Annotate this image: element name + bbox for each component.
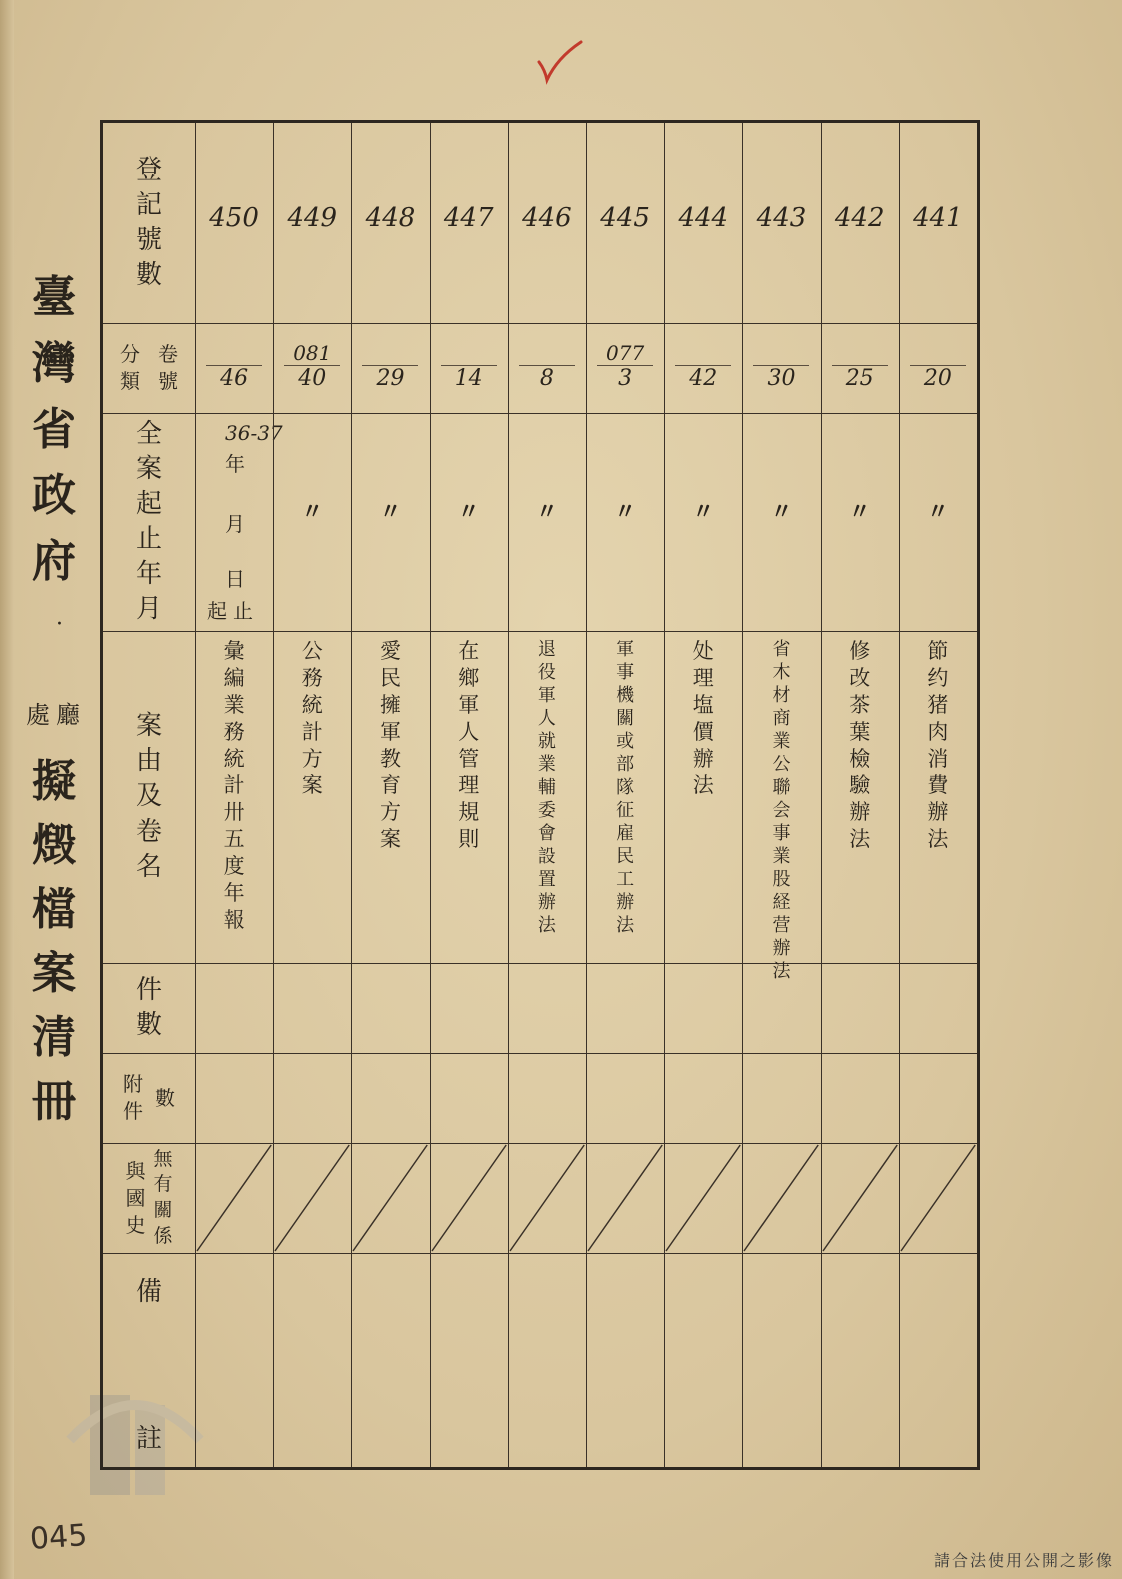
subject-char: 價: [692, 719, 714, 744]
header-char: 件: [123, 1099, 143, 1123]
header-char: 案: [135, 453, 162, 484]
document-title-char: 案: [32, 948, 76, 999]
subject-char: 股: [772, 869, 791, 891]
subject-char: 五: [223, 827, 245, 852]
subject-char: 務: [223, 719, 245, 744]
subject-char: 軍: [379, 719, 401, 744]
subject-char: 工: [616, 869, 635, 891]
subject-char: 辦: [537, 892, 556, 914]
department-char: 處: [26, 701, 50, 729]
class-number: [430, 341, 508, 391]
subject-char: 案: [379, 827, 401, 852]
class-number: [351, 341, 429, 391]
subject-char: 則: [458, 827, 480, 852]
subject-char: 法: [692, 773, 714, 798]
header-char: 數: [135, 1010, 162, 1040]
class-number: [742, 341, 820, 391]
case-subject: [586, 638, 664, 937]
subject-char: 務: [301, 665, 323, 690]
register-number: 446: [522, 203, 572, 233]
class-number: [821, 341, 899, 391]
period-ditto: 〃: [848, 499, 871, 525]
period-start-end-label: 起止: [207, 599, 259, 623]
subject-char: 人: [458, 719, 480, 744]
government-title-char: 府: [32, 536, 78, 587]
header-char: 數: [135, 260, 162, 291]
subject-char: 會: [537, 823, 556, 845]
header-char: 有: [153, 1173, 173, 1196]
subject-char: 在: [458, 639, 480, 663]
subject-char: 隊: [616, 777, 635, 799]
class-top: 081: [293, 341, 332, 365]
document-title: [32, 750, 76, 1134]
class-bottom: 14: [454, 366, 483, 391]
class-number: [899, 341, 977, 391]
subject-char: 規: [458, 800, 480, 825]
header-history-relation: [103, 1143, 195, 1253]
subject-char: 案: [301, 773, 323, 798]
subject-char: 法: [537, 915, 556, 937]
subject-char: 塩: [692, 692, 714, 717]
subject-char: 木: [772, 662, 791, 684]
class-bottom: 42: [689, 366, 718, 391]
header-char: 與: [125, 1158, 146, 1183]
subject-char: 軍: [537, 685, 556, 707]
slash-mark: [821, 1143, 899, 1253]
case-subject: [273, 638, 351, 799]
subject-char: 檢: [849, 746, 871, 771]
subject-char: 公: [301, 639, 323, 663]
document-title-char: 冊: [32, 1076, 76, 1127]
subject-char: 退: [537, 639, 556, 660]
page-number: 045: [28, 1518, 89, 1557]
government-title-char: 灣: [32, 338, 78, 389]
subject-char: 人: [537, 708, 556, 730]
subject-char: 愛: [379, 639, 401, 663]
register-number: 444: [678, 203, 729, 233]
header-char: 及: [135, 781, 162, 812]
class-top: 077: [606, 341, 645, 365]
header-char: 卷: [135, 816, 162, 847]
header-char: 國: [125, 1185, 146, 1210]
register-number: 447: [443, 203, 494, 233]
class-number: [586, 341, 664, 391]
header-char: 卷: [158, 342, 178, 366]
subject-char: 材: [772, 685, 791, 707]
paper-edge: [0, 0, 14, 1579]
period-ditto: 〃: [770, 499, 793, 525]
subject-char: 鄉: [458, 665, 480, 690]
subject-char: 計: [301, 719, 323, 744]
register-number: 441: [913, 203, 963, 233]
class-bottom: 3: [618, 366, 633, 391]
subject-char: 民: [616, 846, 635, 868]
slash-mark: [195, 1143, 273, 1253]
header-char: 註: [135, 1424, 162, 1454]
register-number: 445: [600, 203, 650, 233]
subject-char: 方: [301, 746, 323, 771]
subject-char: 辦: [927, 800, 949, 825]
case-subject: [195, 638, 273, 934]
class-bottom: 40: [298, 366, 327, 391]
subject-char: 理: [692, 665, 714, 690]
period-day-label: 日: [225, 567, 245, 591]
government-title-char: 政: [32, 470, 78, 521]
separator-dot: ·: [56, 612, 63, 637]
class-bottom: 30: [767, 366, 796, 391]
register-number: 448: [365, 203, 416, 233]
subject-char: 年: [223, 880, 245, 905]
slash-mark: [664, 1143, 742, 1253]
subject-char: 会: [772, 800, 791, 822]
header-char: 係: [153, 1224, 173, 1247]
case-subject: [508, 638, 586, 937]
subject-char: 設: [537, 846, 556, 868]
slash-mark: [430, 1143, 508, 1253]
class-number: [664, 341, 742, 391]
header-char: 記: [135, 189, 162, 220]
subject-char: 商: [772, 708, 791, 730]
subject-char: 消: [927, 746, 949, 771]
subject-char: 報: [223, 907, 245, 932]
subject-char: 聯: [772, 777, 791, 799]
header-char: 件: [135, 974, 162, 1005]
case-subject: [899, 638, 977, 853]
slash-mark: [508, 1143, 586, 1253]
class-number: [508, 341, 586, 391]
subject-char: 部: [616, 754, 635, 776]
subject-char: 改: [849, 665, 871, 690]
header-class-no: [103, 323, 195, 413]
archive-register-table: [100, 120, 980, 1470]
case-subject: [821, 638, 899, 853]
document-title-char: 燬: [32, 820, 76, 871]
subject-char: 营: [772, 915, 791, 937]
class-number: [195, 341, 273, 391]
watermark-text: 請合法使用公開之影像: [933, 1551, 1114, 1570]
header-char: 登: [135, 154, 162, 185]
slash-mark: [351, 1143, 429, 1253]
header-char: 數: [155, 1085, 175, 1110]
slash-mark: [742, 1143, 820, 1253]
subject-char: 彙: [223, 639, 245, 663]
subject-char: 就: [537, 731, 556, 753]
header-reg-no: [103, 123, 195, 323]
header-char: 號: [158, 369, 178, 393]
department-char: 廳: [56, 701, 80, 729]
subject-char: 編: [223, 665, 245, 690]
slash-mark: [273, 1143, 351, 1253]
subject-char: 肉: [927, 719, 949, 744]
subject-char: 軍: [616, 639, 635, 660]
header-char: 備: [135, 1277, 162, 1307]
period-ditto: 〃: [535, 499, 558, 525]
subject-char: 機: [616, 685, 635, 707]
subject-char: 葉: [849, 719, 871, 744]
subject-char: 關: [616, 708, 635, 730]
subject-char: 育: [379, 773, 401, 798]
subject-char: 軍: [458, 692, 480, 717]
subject-char: 擁: [379, 692, 401, 717]
subject-char: 度: [223, 854, 245, 878]
register-number: 443: [756, 203, 807, 233]
header-char: 全: [135, 418, 162, 449]
subject-char: 省: [772, 639, 791, 660]
case-subject: [351, 638, 429, 853]
subject-char: 方: [379, 800, 401, 825]
header-char: 附: [123, 1072, 143, 1096]
header-subject: [103, 631, 195, 963]
header-char: 史: [125, 1212, 146, 1237]
class-bottom: 25: [845, 366, 874, 391]
subject-char: 卅: [223, 800, 245, 825]
header-char: 案: [135, 711, 162, 742]
check-mark-icon: [535, 40, 585, 90]
period-ditto: 〃: [926, 499, 949, 525]
subject-char: 計: [223, 773, 245, 798]
period-ditto: 〃: [379, 499, 402, 525]
period-ditto: 〃: [614, 499, 637, 525]
header-attachments: [103, 1053, 195, 1143]
header-char: 起: [135, 488, 162, 519]
header-char: 號: [135, 225, 162, 255]
subject-char: 辦: [772, 938, 791, 960]
subject-char: 或: [616, 731, 635, 753]
header-char: 關: [153, 1199, 173, 1221]
subject-char: 統: [301, 692, 323, 717]
case-subject: [742, 638, 820, 983]
register-number: 442: [834, 203, 885, 233]
class-bottom: 20: [923, 366, 952, 391]
government-title-char: 臺: [32, 272, 78, 323]
subject-char: 法: [772, 961, 791, 983]
subject-char: 業: [537, 754, 556, 776]
document-title-char: 擬: [32, 756, 76, 807]
government-title-char: 省: [32, 404, 78, 455]
slash-mark: [586, 1143, 664, 1253]
department-label: [26, 700, 80, 730]
period-years: 36-37: [225, 421, 283, 445]
subject-char: 征: [616, 800, 635, 822]
subject-char: 辦: [692, 746, 714, 771]
subject-char: 費: [927, 773, 949, 798]
header-char: 月: [135, 594, 162, 625]
subject-char: 公: [772, 754, 791, 776]
subject-char: 猪: [927, 692, 949, 717]
subject-char: 法: [849, 827, 871, 852]
subject-char: 法: [616, 915, 635, 937]
government-title: [32, 265, 78, 595]
class-bottom: 8: [539, 366, 554, 391]
subject-char: 経: [772, 892, 791, 914]
subject-char: 驗: [849, 773, 871, 798]
subject-char: 法: [927, 827, 949, 852]
subject-char: 事: [772, 823, 791, 845]
subject-char: 輔: [537, 777, 556, 799]
subject-char: 節: [927, 639, 949, 663]
period-ditto: 〃: [692, 499, 715, 525]
class-number: [273, 341, 351, 391]
subject-char: 雇: [616, 823, 635, 845]
case-subject: [664, 638, 742, 799]
header-char: 由: [135, 746, 162, 777]
subject-char: 業: [223, 692, 245, 717]
subject-char: 民: [379, 665, 401, 690]
subject-char: 辦: [849, 800, 871, 825]
class-bottom: 46: [220, 366, 249, 391]
subject-char: 约: [927, 665, 949, 690]
subject-char: 教: [379, 746, 401, 771]
period-month-label: 月: [225, 512, 245, 536]
header-char: 無: [153, 1147, 173, 1170]
header-char: 分: [120, 342, 140, 366]
period-ditto: 〃: [301, 499, 324, 525]
period-ditto: 〃: [457, 499, 480, 525]
subject-char: 業: [772, 731, 791, 753]
subject-char: 置: [537, 869, 556, 891]
class-bottom: 29: [376, 366, 405, 391]
subject-char: 理: [458, 773, 480, 798]
subject-char: 役: [537, 662, 556, 684]
subject-char: 事: [616, 662, 635, 684]
subject-char: 修: [849, 639, 871, 663]
subject-char: 業: [772, 846, 791, 868]
header-char: 類: [120, 369, 140, 393]
document-title-char: 檔: [32, 884, 76, 935]
header-char: 年: [135, 559, 162, 590]
register-number: 449: [287, 203, 338, 233]
subject-char: 統: [223, 746, 245, 771]
header-char: 止: [135, 524, 162, 554]
header-count: [103, 963, 195, 1053]
header-char: 名: [135, 851, 162, 882]
period-year-label: 年: [225, 452, 245, 476]
document-title-char: 清: [32, 1012, 76, 1063]
register-number: 450: [209, 203, 259, 233]
subject-char: 茶: [849, 692, 871, 717]
subject-char: 管: [458, 746, 480, 771]
slash-mark: [899, 1143, 977, 1253]
subject-char: 辦: [616, 892, 635, 914]
header-remark: [103, 1253, 195, 1473]
header-period: [103, 413, 195, 631]
subject-char: 处: [692, 639, 714, 663]
subject-char: 委: [537, 800, 556, 822]
case-subject: [430, 638, 508, 853]
